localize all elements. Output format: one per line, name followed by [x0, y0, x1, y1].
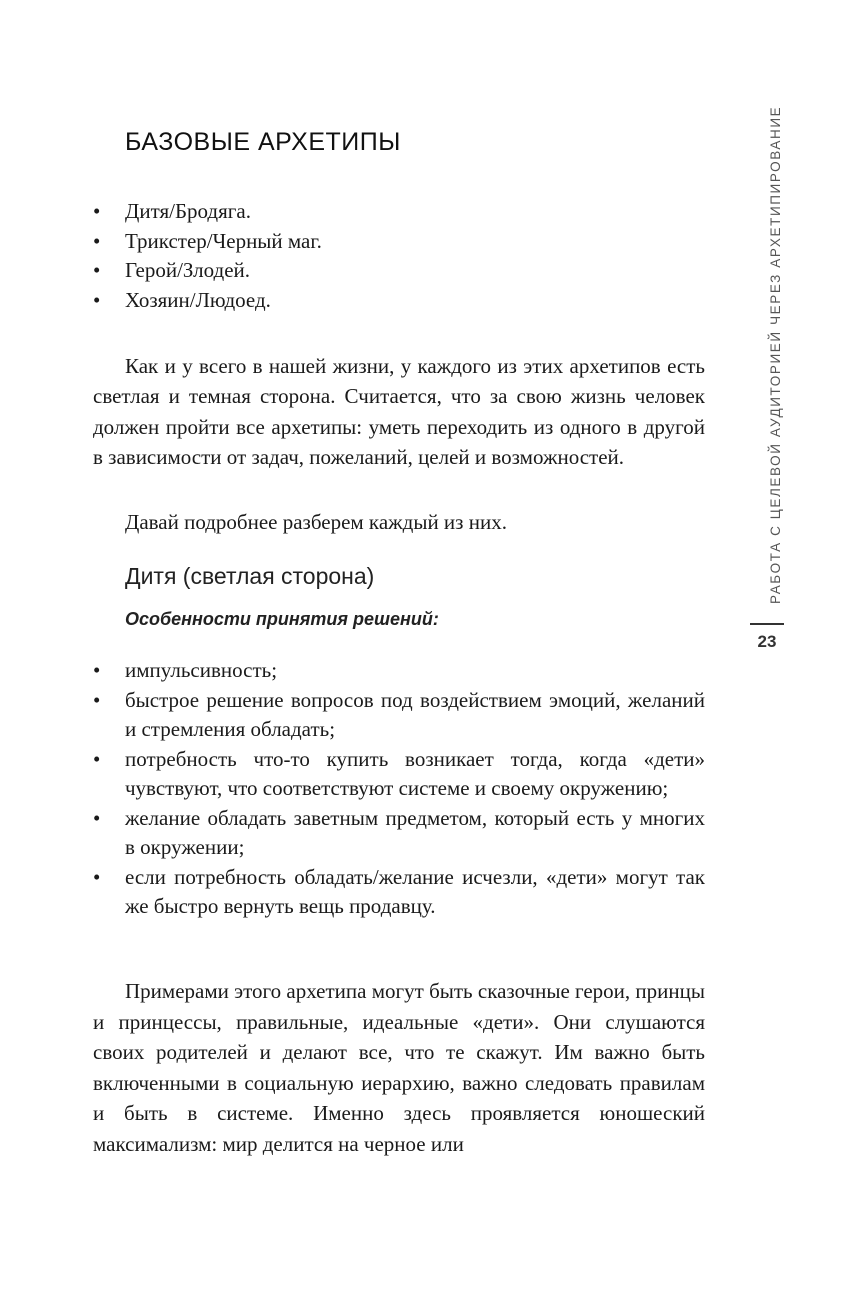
list-item: • потребность что-то купить возникает тогда, когда «дети» чувствуют, что соответствуют системе и своему окружению; [93, 746, 705, 800]
list-item: • Хозяин/Людоед. [93, 286, 705, 316]
archetype-list [93, 197, 705, 315]
list-item: • Трикстер/Черный маг. [93, 227, 705, 257]
bullet-icon: • [93, 228, 101, 253]
intro-paragraph: Как и у всего в нашей жизни, у каждого из этих архетипов есть светлая и темная сторона. Считается, что за свою жизнь человек должен пройти все архетипы: уметь переходить из одного в другой в зависимости от задач, пожеланий, целей и возможностей. [93, 354, 705, 469]
chapter-heading: БАЗОВЫЕ АРХЕТИПЫ [125, 128, 401, 156]
list-item: • импульсивность; [93, 656, 705, 686]
decision-features-list [93, 656, 705, 922]
bullet-icon: • [93, 746, 101, 771]
page-number: 23 [757, 632, 777, 651]
bullet-icon: • [93, 658, 101, 682]
bullet-icon: • [93, 687, 101, 712]
bullet-icon: • [93, 864, 101, 889]
list-item: • желание обладать заветным предметом, который есть у многих в окружении; [93, 805, 705, 859]
section-subtitle: Особенности принятия решений: [125, 609, 439, 629]
list-item: • Дитя/Бродяга. [93, 197, 705, 227]
list-item: • Герой/Злодей. [93, 256, 705, 286]
page-number-divider [750, 623, 784, 625]
section-title: Дитя (светлая сторона) [125, 563, 375, 589]
bullet-icon: • [93, 258, 101, 282]
examples-paragraph: Примерами этого архетипа могут быть сказочные герои, принцы и принцессы, правильные, идеальные «дети». Они слушаются своих родителей и делают все, что те скажут. Им важно быть включенными в социальную иерархию, важно следовать правилам и быть в системе. Именно здесь проявляется юношеский максимализм: мир делится на черное или [93, 979, 705, 1156]
list-item: • если потребность обладать/желание исчезли, «дети» могут так же быстро вернуть вещь продавцу. [93, 864, 705, 918]
transition-paragraph: Давай подробнее разберем каждый из них. [125, 510, 507, 534]
running-head: РАБОТА С ЦЕЛЕВОЙ АУДИТОРИЕЙ ЧЕРЕЗ АРХЕТИПИРОВАНИЕ [768, 105, 783, 604]
bullet-icon: • [93, 199, 101, 223]
list-item: • быстрое решение вопросов под воздействием эмоций, желаний и стремления обладать; [93, 687, 705, 741]
bullet-icon: • [93, 805, 101, 830]
bullet-icon: • [93, 287, 101, 312]
